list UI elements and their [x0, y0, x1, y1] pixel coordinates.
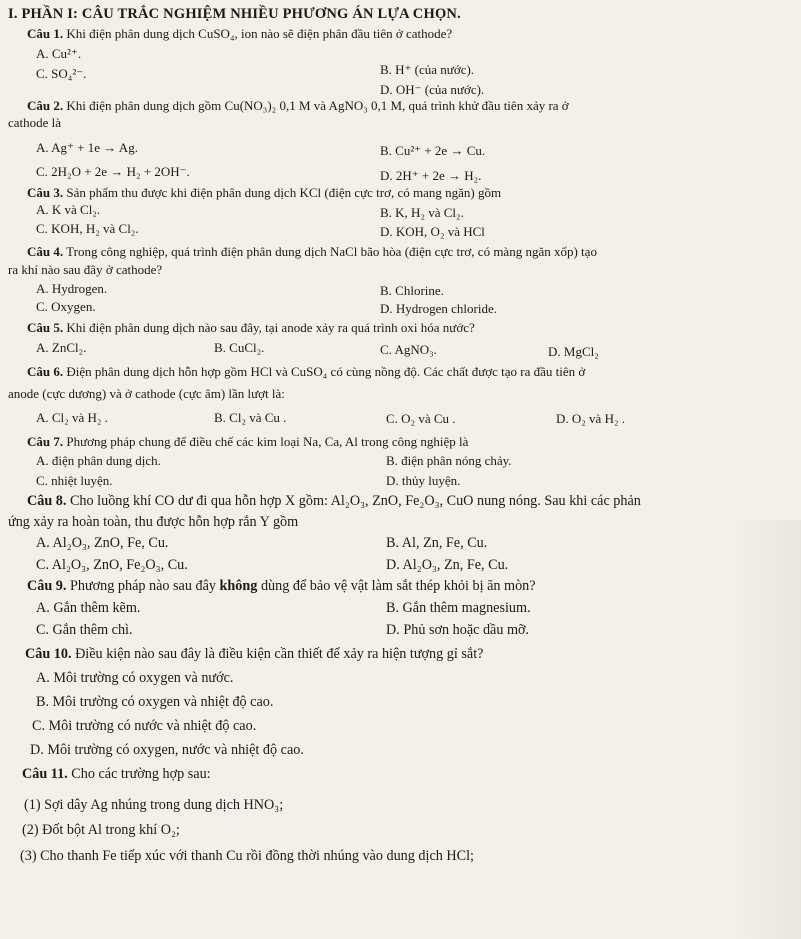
question-11: [22, 766, 211, 783]
option-c[interactable]: C. AgNO₃.: [380, 342, 437, 357]
option-c[interactable]: C. O₂ và Cu .: [386, 411, 456, 426]
option-a[interactable]: A. K và Cl₂.: [36, 202, 101, 217]
option-a[interactable]: A. Môi trường có oxygen và nước.: [36, 670, 234, 686]
option-d[interactable]: D. MgCl₂: [548, 344, 599, 359]
question-stem: Khi điện phân dung dịch nào sau đây, tại anode xảy ra quá trình oxi hóa nước?: [63, 320, 475, 335]
question-2: [27, 98, 569, 114]
option-b[interactable]: B. Al, Zn, Fe, Cu.: [386, 535, 488, 551]
option-d[interactable]: D. Al₂O₃, Zn, Fe, Cu.: [386, 557, 509, 573]
question-stem: Cho các trường hợp sau:: [67, 766, 211, 782]
option-c[interactable]: C. SO₄²⁻.: [36, 66, 87, 81]
option-a[interactable]: A. điện phân dung dịch.: [36, 453, 161, 468]
option-d[interactable]: D. Môi trường có oxygen, nước và nhiệt độ cao.: [30, 742, 304, 758]
question-10: [25, 646, 483, 663]
option-c[interactable]: C. nhiệt luyện.: [36, 473, 113, 488]
question-stem: Cho luồng khí CO dư đi qua hỗn hợp X gồm: Al₂O₃, ZnO, Fe₂O₃, CuO nung nóng. Sau khi các phản: [66, 493, 641, 509]
question-number: Câu 11.: [22, 766, 68, 782]
option-d[interactable]: D. thủy luyện.: [386, 473, 461, 488]
list-item: (2) Đốt bột Al trong khí O₂;: [22, 822, 180, 838]
question-1: [27, 26, 452, 42]
question-stem: Trong công nghiệp, quá trình điện phân dung dịch NaCl bão hòa (điện cực trơ, có màng ngăn xốp) tạo: [63, 244, 597, 259]
section-title: I. PHẦN I: CÂU TRẮC NGHIỆM NHIỀU PHƯƠNG ÁN LỰA CHỌN.: [8, 6, 461, 22]
question-5: [27, 320, 475, 336]
question-stem: dùng để bảo vệ vật làm sắt thép khỏi bị ăn mòn?: [257, 578, 536, 594]
option-b[interactable]: B. Chlorine.: [380, 283, 444, 298]
option-b[interactable]: B. K, H₂ và Cl₂.: [380, 205, 464, 220]
option-a[interactable]: A. Cl₂ và H₂ .: [36, 410, 108, 425]
question-number: Câu 6.: [27, 364, 64, 379]
question-stem: Khi điện phân dung dịch CuSO₄, ion nào sẽ điện phân đầu tiên ở cathode?: [63, 26, 453, 41]
question-stem: Điện phân dung dịch hỗn hợp gồm HCl và CuSO₄ có cùng nồng độ. Các chất được tạo ra đầu tiên ở: [63, 364, 586, 379]
page-shadow: [731, 520, 801, 939]
option-d[interactable]: D. Hydrogen chloride.: [380, 301, 497, 316]
question-stem: Phương pháp nào sau đây: [66, 578, 220, 594]
question-8: [27, 493, 641, 510]
question-stem-continued: ra khí nào sau đây ở cathode?: [8, 262, 163, 277]
option-b[interactable]: B. Gắn thêm magnesium.: [386, 600, 531, 616]
question-stem: Sản phẩm thu được khi điện phân dung dịch KCl (điện cực trơ, có mang ngăn) gồm: [63, 185, 502, 200]
option-a[interactable]: A. Al₂O₃, ZnO, Fe, Cu.: [36, 535, 169, 551]
question-stem-continued: cathode là: [8, 115, 62, 130]
option-d[interactable]: D. Phủ sơn hoặc dầu mỡ.: [386, 622, 530, 638]
option-b[interactable]: B. Môi trường có oxygen và nhiệt độ cao.: [36, 694, 274, 710]
option-a[interactable]: A. ZnCl₂.: [36, 340, 87, 355]
question-stem-emphasis: không: [219, 578, 258, 594]
option-d[interactable]: D. OH⁻ (của nước).: [380, 82, 485, 97]
question-stem: Điều kiện nào sau đây là điều kiện cần thiết để xảy ra hiện tượng gỉ sắt?: [71, 646, 484, 662]
option-c[interactable]: C. Oxygen.: [36, 299, 96, 314]
option-a[interactable]: A. Ag⁺ + 1e → Ag.: [36, 140, 138, 155]
question-stem-continued: ứng xảy ra hoàn toàn, thu được hỗn hợp rắn Y gồm: [8, 514, 299, 530]
option-b[interactable]: B. Cl₂ và Cu .: [214, 410, 287, 425]
question-number: Câu 10.: [25, 646, 72, 662]
option-c[interactable]: C. Al₂O₃, ZnO, Fe₂O₃, Cu.: [36, 557, 188, 573]
question-number: Câu 1.: [27, 26, 64, 41]
option-c[interactable]: C. Gắn thêm chì.: [36, 622, 133, 638]
question-number: Câu 5.: [27, 320, 64, 335]
option-a[interactable]: A. Hydrogen.: [36, 281, 108, 296]
question-number: Câu 8.: [27, 493, 67, 509]
option-b[interactable]: B. H⁺ (của nước).: [380, 62, 475, 77]
question-9: [27, 578, 536, 595]
question-4: [27, 244, 597, 260]
list-item: (1) Sợi dây Ag nhúng trong dung dịch HNO₃;: [24, 797, 284, 813]
question-6: [27, 364, 585, 380]
question-stem: Khi điện phân dung dịch gồm Cu(NO₃)₂ 0,1 M và AgNO₃ 0,1 M, quá trình khử đầu tiên xảy ra ở: [63, 98, 569, 113]
question-number: Câu 4.: [27, 244, 64, 259]
option-a[interactable]: A. Gắn thêm kẽm.: [36, 600, 141, 616]
question-number: Câu 7.: [27, 434, 64, 449]
option-b[interactable]: B. điện phân nóng chảy.: [386, 453, 512, 468]
list-item: (3) Cho thanh Fe tiếp xúc với thanh Cu rồi đồng thời nhúng vào dung dịch HCl;: [20, 848, 474, 864]
question-number: Câu 9.: [27, 578, 67, 594]
option-a[interactable]: A. Cu²⁺.: [36, 46, 82, 61]
option-b[interactable]: B. Cu²⁺ + 2e → Cu.: [380, 143, 486, 158]
question-stem-continued: anode (cực dương) và ở cathode (cực âm) lần lượt là:: [8, 386, 285, 401]
question-7: [27, 434, 468, 450]
question-3: [27, 185, 501, 201]
option-d[interactable]: D. KOH, O₂ và HCl: [380, 224, 485, 239]
question-number: Câu 2.: [27, 98, 64, 113]
option-c[interactable]: C. Môi trường có nước và nhiệt độ cao.: [32, 718, 257, 734]
option-d[interactable]: D. O₂ và H₂ .: [556, 411, 625, 426]
option-b[interactable]: B. CuCl₂.: [214, 340, 265, 355]
option-c[interactable]: C. 2H₂O + 2e → H₂ + 2OH⁻.: [36, 164, 190, 179]
option-c[interactable]: C. KOH, H₂ và Cl₂.: [36, 221, 139, 236]
option-d[interactable]: D. 2H⁺ + 2e → H₂.: [380, 168, 482, 183]
question-number: Câu 3.: [27, 185, 64, 200]
question-stem: Phương pháp chung để điều chế các kim loại Na, Ca, Al trong công nghiệp là: [63, 434, 469, 449]
